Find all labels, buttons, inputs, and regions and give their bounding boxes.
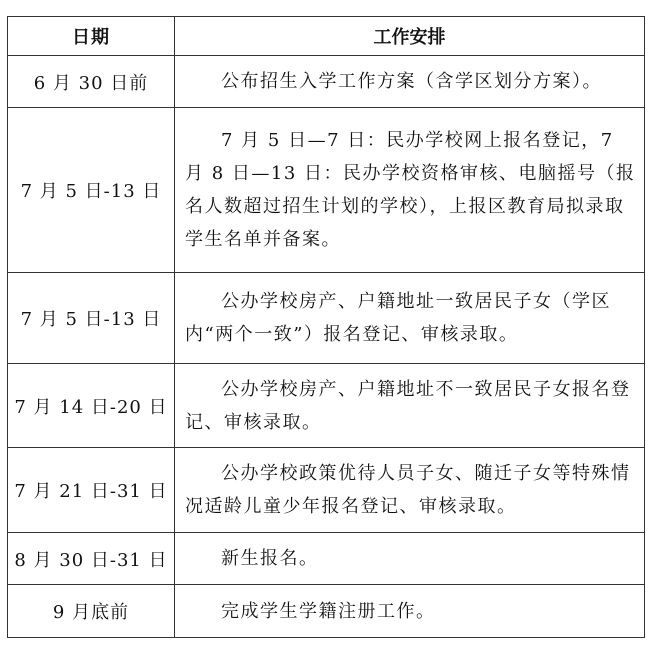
table-row (8, 364, 645, 448)
table-header-row (8, 17, 645, 56)
row-work: 新生报名。 (175, 533, 645, 585)
table-row (8, 56, 645, 108)
row-work: 7 月 5 日—7 日：民办学校网上报名登记，7 月 8 日—13 日：民办学校资格审核、电脑摇号（报名人数超过招生计划的学校），上报区教育局拟录取学生名单并备案。 (175, 108, 645, 273)
table-row (8, 533, 645, 585)
row-work: 完成学生学籍注册工作。 (175, 585, 645, 638)
row-work: 公布招生入学工作方案（含学区划分方案）。 (175, 56, 645, 108)
row-date: 7 月 14 日-20 日 (8, 364, 175, 448)
row-date: 7 月 21 日-31 日 (8, 448, 175, 533)
row-work: 公办学校政策优待人员子女、随迁子女等特殊情况适龄儿童少年报名登记、审核录取。 (175, 448, 645, 533)
row-work: 公办学校房产、户籍地址一致居民子女（学区内“两个一致”）报名登记、审核录取。 (175, 273, 645, 364)
row-date: 9 月底前 (8, 585, 175, 638)
row-work: 公办学校房产、户籍地址不一致居民子女报名登记、审核录取。 (175, 364, 645, 448)
header-work: 工作安排 (175, 17, 645, 56)
table-row (8, 273, 645, 364)
row-date: 6 月 30 日前 (8, 56, 175, 108)
header-date: 日期 (8, 17, 175, 56)
row-date: 7 月 5 日-13 日 (8, 108, 175, 273)
table-row (8, 585, 645, 638)
table-row (8, 108, 645, 273)
row-date: 8 月 30 日-31 日 (8, 533, 175, 585)
row-date: 7 月 5 日-13 日 (8, 273, 175, 364)
table-row (8, 448, 645, 533)
schedule-table (7, 16, 645, 638)
